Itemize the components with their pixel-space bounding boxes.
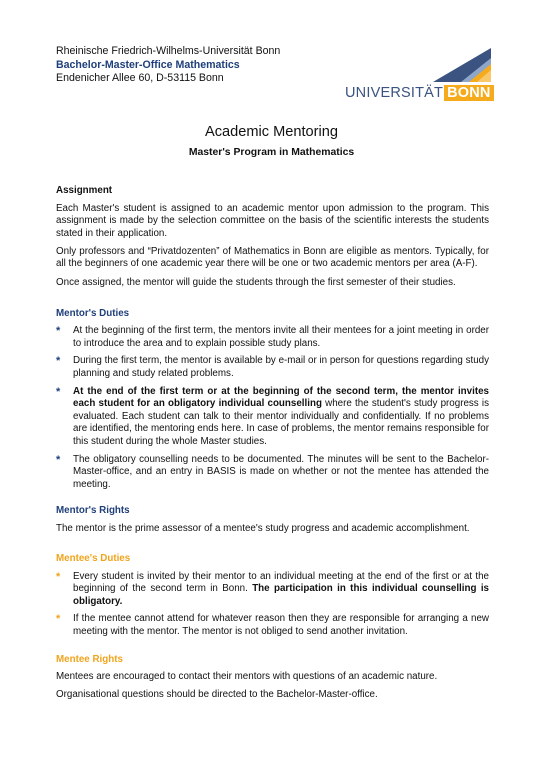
logo-word-universitaet: UNIVERSITÄT (345, 85, 444, 101)
section-heading: Assignment (56, 185, 113, 196)
list-item (56, 613, 489, 638)
bullet-asterisk-icon: * (56, 325, 61, 338)
section-heading: Mentor's Rights (56, 505, 130, 517)
paragraph: Once assigned, the mentor will guide the students through the first semester of their studies. (56, 276, 456, 288)
paragraph: Each Master's student is assigned to an academic mentor upon admission to the program. This assignment is made by the selection committee on the basis of the scientific interests the students stated in their application. (56, 202, 489, 239)
mentor-duties-list (56, 325, 489, 491)
bullet-asterisk-icon: * (56, 385, 61, 398)
section-heading: Mentor's Duties (56, 307, 130, 319)
logo-word-bonn: BONN (444, 85, 494, 101)
section-assignment (56, 185, 489, 289)
logo-graphic-icon (345, 46, 491, 84)
letterhead (56, 45, 280, 86)
mentee-duties-list (56, 571, 489, 639)
section-mentee-duties (56, 553, 489, 639)
document-title: Academic Mentoring (204, 124, 339, 140)
section-mentor-duties (56, 308, 489, 492)
list-item-bold-text: The participation in this individual counselling is obligatory. (73, 583, 490, 607)
logo-wordmark (345, 85, 494, 101)
paragraph: The mentor is the prime assessor of a mentee's study progress and academic accomplishment. (56, 522, 470, 534)
section-mentee-rights (56, 654, 489, 702)
list-item-text: During the first term, the mentor is available by e-mail or in person for questions regarding study planning and study related problems. (73, 355, 489, 380)
bullet-asterisk-icon: * (56, 355, 61, 368)
list-item (56, 386, 489, 449)
section-mentor-rights (56, 505, 489, 535)
paragraph: Only professors and “Privatdozenten” of Mathematics in Bonn are eligible as mentors. Typically, for all the beginners of one academic year there will be one or two academic mentors per area (A-F). (56, 245, 489, 270)
university-bonn-logo (345, 46, 491, 102)
section-heading: Mentee's Duties (56, 553, 131, 565)
list-item-text: Every student is invited by their mentor to an individual meeting at the end of the first or at the beginning of the second term in Bonn. (73, 570, 489, 595)
university-name: Rheinische Friedrich-Wilhelms-Universität Bonn (56, 45, 281, 57)
list-item-text: The obligatory counselling needs to be documented. The minutes will be sent to the Bachelor-Master-office, and an entry in BASIS is made on whether or not the mentee has attended the meeting. (73, 453, 489, 490)
list-item-text: At the beginning of the first term, the mentors invite all their mentees for a joint meeting in order to introduce the area and to explain possible study plans. (73, 325, 489, 349)
list-item-text: If the mentee cannot attend for whatever reason then they are responsible for arranging a new meeting with the mentor. The mentor is not obliged to send another invitation. (73, 613, 489, 638)
bullet-asterisk-icon: * (56, 613, 61, 626)
list-item (56, 571, 489, 609)
document-subtitle: Master's Program in Mathematics (188, 147, 355, 158)
list-item (56, 325, 489, 350)
list-item (56, 454, 489, 492)
paragraph: Mentees are encouraged to contact their mentors with questions of an academic nature. (56, 671, 438, 683)
bullet-asterisk-icon: * (56, 570, 61, 583)
list-item-text: where the student's study progress is evaluated. Each student can talk to their mentor individually and confidentially. If no problems are identified, the mentoring ends here. In case of problems, the mentor remains responsible for this student during the whole Master studies. (73, 398, 489, 447)
list-item-bold-text: At the end of the first term or at the beginning of the second term, the mentor invites each student for an obligatory individual counselling (73, 385, 489, 410)
document-body (56, 185, 489, 707)
list-item (56, 355, 489, 380)
office-name: Bachelor-Master-Office Mathematics (56, 58, 240, 71)
office-address: Endenicher Allee 60, D-53115 Bonn (56, 72, 224, 85)
section-heading: Mentee Rights (56, 653, 123, 665)
paragraph: Organisational questions should be directed to the Bachelor-Master-office. (56, 689, 378, 701)
bullet-asterisk-icon: * (56, 453, 61, 466)
